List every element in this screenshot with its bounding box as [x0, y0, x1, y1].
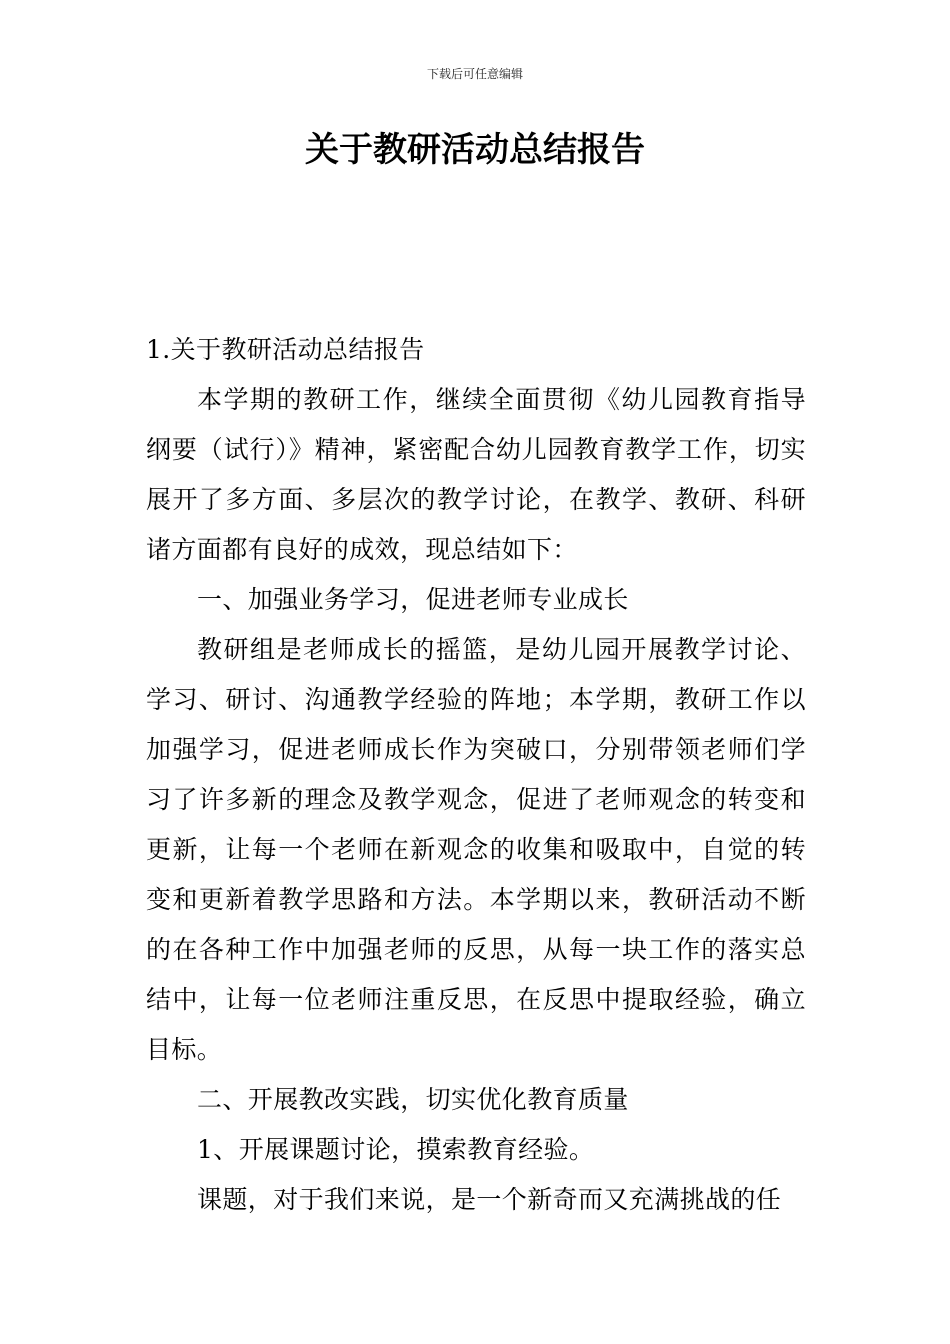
paragraph: 教研组是老师成长的摇篮，是幼儿园开展教学讨论、学习、研讨、沟通教学经验的阵地；本学期，教研工作以加强学习，促进老师成长作为突破口，分别带领老师们学习了许多新的理念及教学观念，促进了老师观念的转变和更新，让每一个老师在新观念的收集和吸取中，自觉的转变和更新着教学思路和方法。本学期以来，教研活动不断的在各种工作中加强老师的反思，从每一块工作的落实总结中，让每一位老师注重反思，在反思中提取经验，确立目标。 [146, 635, 806, 1064]
section-heading: 一、加强业务学习，促进老师专业成长 [197, 585, 629, 614]
header-note: 下载后可任意编辑 [426, 67, 523, 81]
section-heading: 二、开展教改实践，切实优化教育质量 [197, 1085, 629, 1114]
document-title: 关于教研活动总结报告 [305, 130, 645, 170]
paragraph: 1.关于教研活动总结报告 [146, 335, 425, 364]
paragraph: 课题，对于我们来说，是一个新奇而又充满挑战的任 [197, 1185, 782, 1214]
paragraph: 本学期的教研工作，继续全面贯彻《幼儿园教育指导纲要（试行）》精神，紧密配合幼儿园教育教学工作，切实展开了多方面、多层次的教学讨论，在教学、教研、科研诸方面都有良好的成效，现总结如下： [146, 385, 806, 564]
document-body [146, 325, 806, 1225]
subsection-heading: 1、开展课题讨论，摸索教育经验。 [197, 1135, 595, 1164]
